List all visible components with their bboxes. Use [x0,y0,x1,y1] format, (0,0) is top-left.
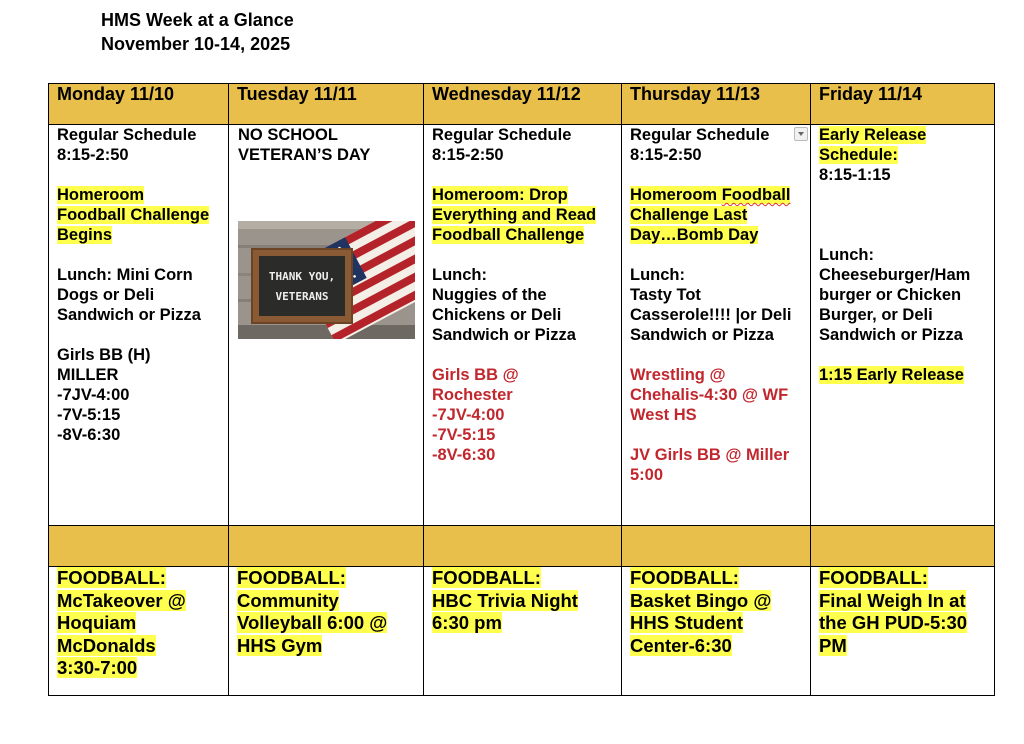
wednesday-sports: Girls BB @ Rochester -7JV-4:00 -7V-5:15 -8V-6:30 [432,366,519,464]
thursday-cell [622,125,811,526]
dropdown-icon[interactable] [794,127,808,141]
day-header-thursday: Thursday 11/13 [622,84,811,125]
divider-band-wednesday [424,526,622,567]
page-header [101,8,294,56]
foodball-thursday: FOODBALL: Basket Bingo @ HHS Student Center-6:30 [622,567,811,696]
friday-early-release: 1:15 Early Release [819,366,964,384]
foodball-monday: FOODBALL: McTakeover @ Hoquiam McDonalds 3:30-7:00 [49,567,229,696]
monday-homeroom: Homeroom Foodball Challenge Begins [57,186,210,244]
schedule-row [49,125,995,526]
thursday-schedule: Regular Schedule 8:15-2:50 [630,126,770,164]
wednesday-homeroom: Homeroom: Drop Everything and Read Foodball Challenge [432,186,597,244]
foodball-friday: FOODBALL: Final Weigh In at the GH PUD-5:30 PM [811,567,995,696]
wednesday-cell [424,125,622,526]
page-title: HMS Week at a Glance [101,10,294,30]
divider-band-row [49,526,995,567]
friday-schedule: Early Release Schedule: 8:15-1:15 [819,126,927,184]
divider-band-friday [811,526,995,567]
week-table [48,83,995,696]
day-header-row [49,84,995,125]
tuesday-notice: NO SCHOOL VETERAN’S DAY [238,126,371,164]
day-header-friday: Friday 11/14 [811,84,995,125]
thank-you-veterans-image [238,221,415,339]
thursday-wrestling: Wrestling @ Chehalis-4:30 @ WF West HS [630,366,789,424]
monday-sports: Girls BB (H) MILLER -7JV-4:00 -7V-5:15 -8V-6:30 [57,346,151,444]
thursday-lunch: Lunch: Tasty Tot Casserole!!!! |or Deli Sandwich or Pizza [630,266,792,344]
divider-band-tuesday [229,526,424,567]
divider-band-thursday [622,526,811,567]
monday-schedule: Regular Schedule 8:15-2:50 [57,126,197,164]
thursday-jv-girls-bb: JV Girls BB @ Miller 5:00 [630,446,790,484]
friday-lunch: Lunch: Cheeseburger/Ham burger or Chicken Burger, or Deli Sandwich or Pizza [819,246,971,344]
chalkboard-line-1: THANK YOU, [268,270,336,283]
tuesday-cell [229,125,424,526]
divider-band-monday [49,526,229,567]
wednesday-schedule: Regular Schedule 8:15-2:50 [432,126,572,164]
friday-cell [811,125,995,526]
spellcheck-word: Foodball [721,186,791,204]
page-date-range: November 10-14, 2025 [101,34,291,54]
foodball-tuesday: FOODBALL: Community Volleyball 6:00 @ HHS Gym [229,567,424,696]
day-header-wednesday: Wednesday 11/12 [424,84,622,125]
day-header-monday: Monday 11/10 [49,84,229,125]
thursday-homeroom: Homeroom Foodball Challenge Last Day…Bomb Day [630,186,791,244]
day-header-tuesday: Tuesday 11/11 [229,84,424,125]
foodball-wednesday: FOODBALL: HBC Trivia Night 6:30 pm [424,567,622,696]
foodball-row [49,567,995,696]
monday-lunch: Lunch: Mini Corn Dogs or Deli Sandwich or Pizza [57,266,201,324]
chalkboard-line-2: VETERANS [275,290,329,303]
wednesday-lunch: Lunch: Nuggies of the Chickens or Deli Sandwich or Pizza [432,266,576,344]
monday-cell [49,125,229,526]
veterans-image [238,221,414,339]
